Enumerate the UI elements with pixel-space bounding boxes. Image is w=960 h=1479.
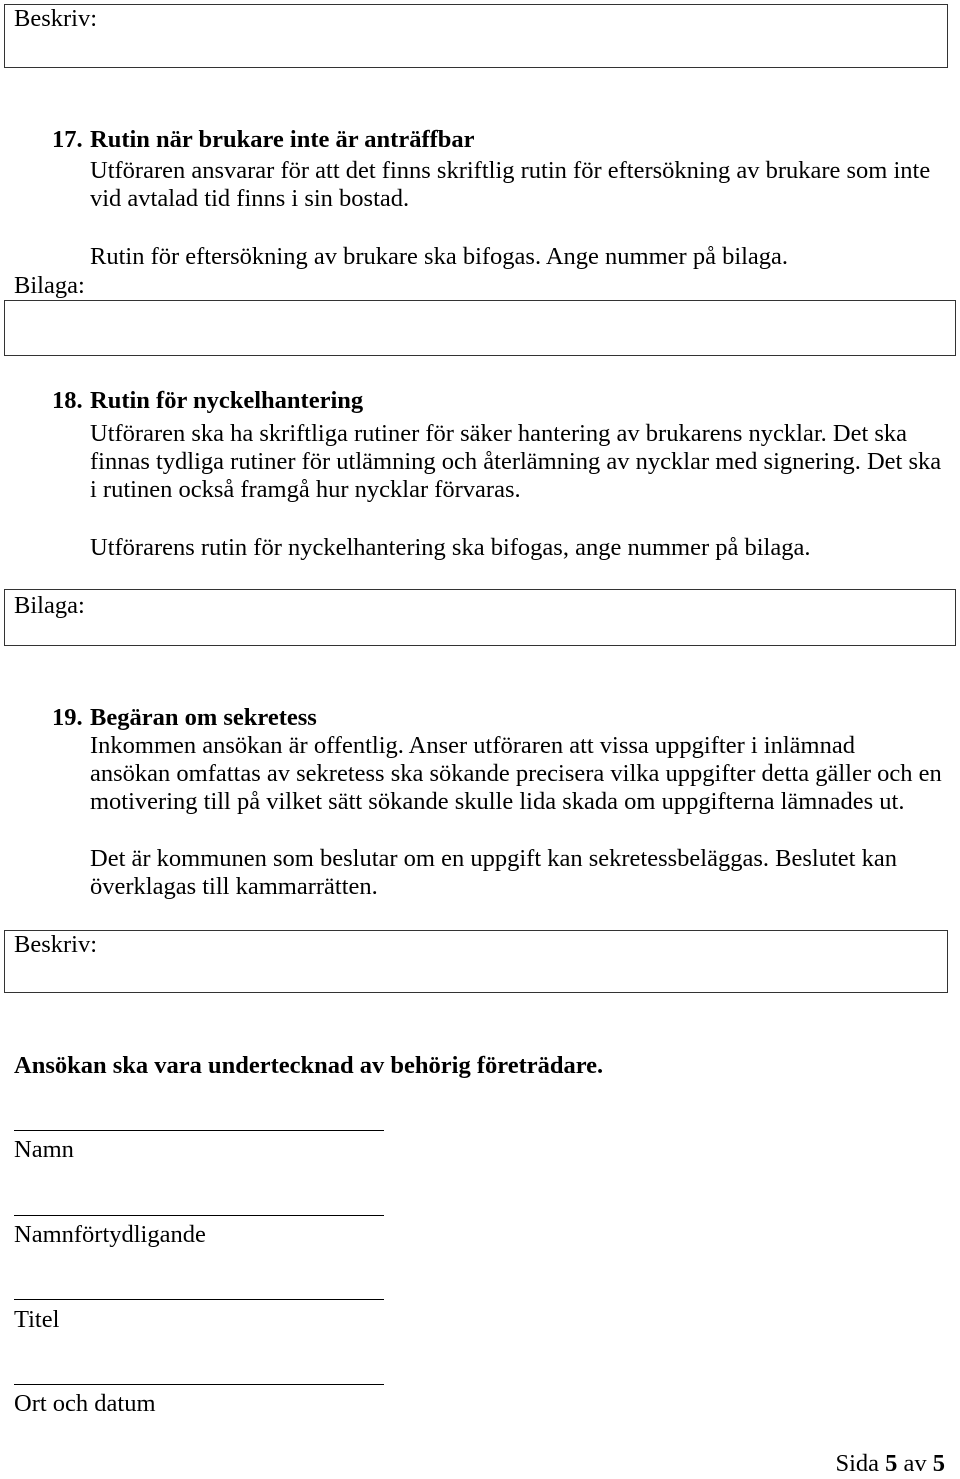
section-18-title: Rutin för nyckelhantering [90, 387, 364, 414]
section-19-text-line: motivering till på vilket sätt sökande skulle lida skada om uppgifterna lämnades ut. [90, 788, 905, 815]
section-18-text-line: i rutinen också framgå hur nycklar förvaras. [90, 476, 521, 503]
page-total: 5 [932, 1450, 945, 1477]
section-19-describe-label: Beskriv: [14, 931, 98, 958]
signature-line-name [14, 1130, 384, 1131]
section-18-attachment-label: Bilaga: [14, 591, 85, 619]
section-18-number: 18. [52, 387, 83, 414]
section-19-number: 19. [52, 704, 83, 731]
section-17-text-line: vid avtalad tid finns i sin bostad. [90, 185, 410, 212]
section-17-attachment-field[interactable] [4, 300, 956, 356]
signature-label-name-clarification: Namnförtydligande [14, 1221, 206, 1248]
describe-field-top[interactable] [4, 4, 948, 68]
section-19-describe-field[interactable] [4, 930, 948, 993]
section-18-text-line: Utföraren ska ha skriftliga rutiner för säker hantering av brukarens nycklar. Det ska [90, 420, 908, 447]
section-19-text-line: Inkommen ansökan är offentlig. Anser utföraren att vissa uppgifter i inlämnad [90, 732, 855, 759]
signature-line-name-clarification [14, 1215, 384, 1216]
section-17-attachment-label: Bilaga: [14, 272, 85, 299]
section-19-text-line: Det är kommunen som beslutar om en uppgift kan sekretessbeläggas. Beslutet kan [90, 845, 897, 872]
page-number: 5 [885, 1450, 898, 1477]
section-18-text-line: finnas tydliga rutiner för utlämning och återlämning av nycklar med signering. Det ska [90, 448, 942, 475]
page-prefix: Sida [835, 1450, 879, 1477]
signature-line-title [14, 1299, 384, 1300]
signature-label-place-date: Ort och datum [14, 1390, 156, 1417]
signature-label-title: Titel [14, 1306, 60, 1333]
section-19-text-line: överklagas till kammarrätten. [90, 873, 378, 900]
page-separator: av [903, 1450, 927, 1477]
section-19-title: Begäran om sekretess [90, 704, 317, 731]
describe-field-label: Beskriv: [14, 5, 98, 32]
page-footer [835, 1450, 945, 1477]
section-18-instruction: Utförarens rutin för nyckelhantering ska bifogas, ange nummer på bilaga. [90, 534, 811, 561]
section-19-text-line: ansökan omfattas av sekretess ska sökande precisera vilka uppgifter detta gäller och en [90, 760, 942, 787]
section-17-text-line: Utföraren ansvarar för att det finns skriftlig rutin för eftersökning av brukare som inte [90, 157, 931, 184]
section-18-attachment-field[interactable] [4, 589, 956, 646]
signature-label-name: Namn [14, 1136, 74, 1163]
section-17-number: 17. [52, 126, 83, 153]
section-17-title: Rutin när brukare inte är anträffbar [90, 126, 475, 153]
section-17-instruction: Rutin för eftersökning av brukare ska bifogas. Ange nummer på bilaga. [90, 243, 789, 270]
signature-notice: Ansökan ska vara undertecknad av behörig företrädare. [14, 1052, 604, 1079]
signature-line-place-date [14, 1384, 384, 1385]
